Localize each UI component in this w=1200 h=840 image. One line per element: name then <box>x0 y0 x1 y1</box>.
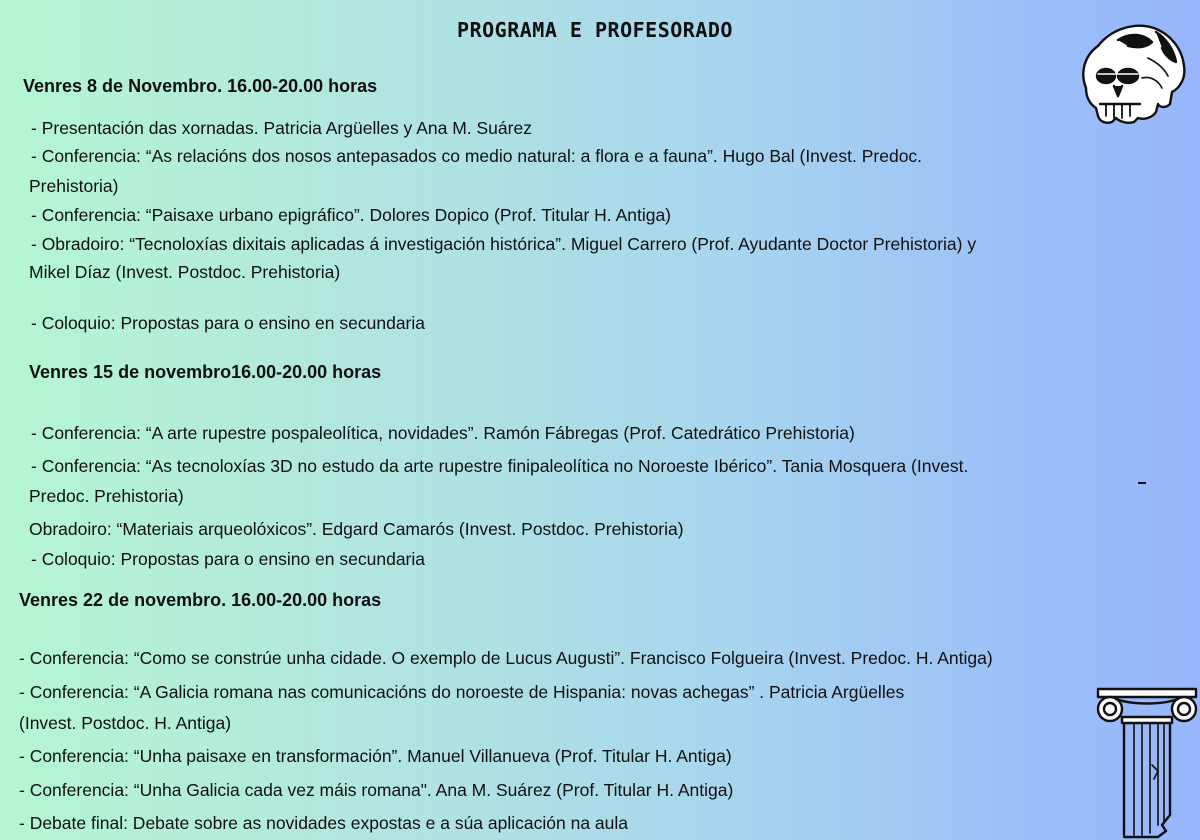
session-1-heading: Venres 8 de Novembro. 16.00-20.00 horas <box>23 76 378 96</box>
session-1-line: Mikel Díaz (Invest. Postdoc. Prehistoria) <box>29 262 341 282</box>
session-1-line: - Conferencia: “As relacións dos nosos antepasados co medio natural: a flora e a fauna”. Hugo Bal (Invest. Predoc. <box>31 146 923 166</box>
skull-icon <box>1078 18 1188 128</box>
session-3-line: - Debate final: Debate sobre as novidades expostas e a súa aplicación na aula <box>19 813 629 833</box>
session-1-line: - Obradoiro: “Tecnoloxías dixitais aplicadas á investigación histórica”. Miguel Carrero (Prof. Ayudante Doctor Prehistoria) y <box>31 234 977 254</box>
session-3-line: - Conferencia: “Unha paisaxe en transformación”. Manuel Villanueva (Prof. Titular H. Antiga) <box>19 746 732 766</box>
page-title: PROGRAMA E PROFESORADO <box>457 18 733 42</box>
session-3-line: - Conferencia: “Unha Galicia cada vez máis romana". Ana M. Suárez (Prof. Titular H. Antiga) <box>19 780 734 800</box>
session-2-line: - Coloquio: Propostas para o ensino en secundaria <box>31 549 425 569</box>
session-1-line: - Presentación das xornadas. Patricia Argüelles y Ana M. Suárez <box>31 118 532 138</box>
session-2-line: - Conferencia: “A arte rupestre pospaleolítica, novidades”. Ramón Fábregas (Prof. Catedrático Prehistoria) <box>31 423 855 443</box>
ionic-column-icon <box>1092 675 1200 840</box>
session-3-line: (Invest. Postdoc. H. Antiga) <box>19 713 232 733</box>
session-2-line: - Conferencia: “As tecnoloxías 3D no estudo da arte rupestre finipaleolítica no Noroeste Ibérico”. Tania Mosquera (Invest. <box>31 456 969 476</box>
session-3-line: - Conferencia: “Como se constrúe unha cidade. O exemplo de Lucus Augusti”. Francisco Folgueira (Invest. Predoc. H. Antiga) <box>19 648 993 668</box>
session-1-line: - Conferencia: “Paisaxe urbano epigráfico”. Dolores Dopico (Prof. Titular H. Antiga) <box>31 205 672 225</box>
session-2-line: Obradoiro: “Materiais arqueolóxicos”. Edgard Camarós (Invest. Postdoc. Prehistoria) <box>29 519 684 539</box>
session-2-heading: Venres 15 de novembro16.00-20.00 horas <box>29 362 382 382</box>
session-3-heading: Venres 22 de novembro. 16.00-20.00 horas <box>19 590 382 610</box>
session-1-line: Prehistoria) <box>29 176 119 196</box>
session-3-line: - Conferencia: “A Galicia romana nas comunicacións do noroeste de Hispania: novas achegas” . Patricia Argüelles <box>19 682 905 702</box>
session-2-line: Predoc. Prehistoria) <box>29 486 184 506</box>
stray-dash-mark <box>1138 482 1146 484</box>
session-1-line: - Coloquio: Propostas para o ensino en secundaria <box>31 313 425 333</box>
